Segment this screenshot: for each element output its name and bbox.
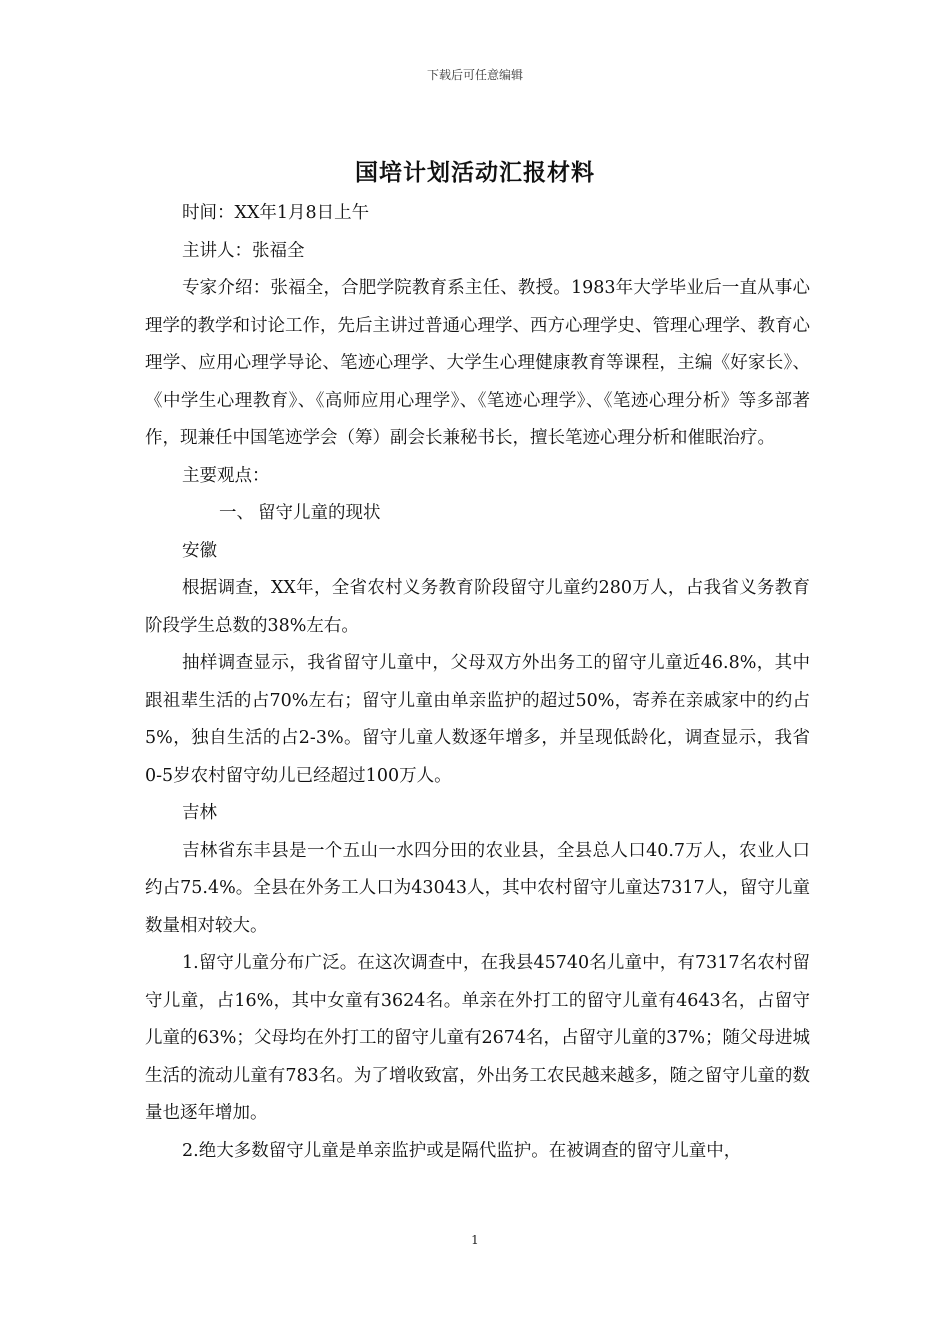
page-header-note: 下载后可任意编辑 xyxy=(426,68,523,82)
anhui-paragraph-1: 根据调查，XX年，全省农村义务教育阶段留守儿童约280万人，占我省义务教育阶段学生总数的38%左右。 xyxy=(145,578,810,636)
document-title: 国培计划活动汇报材料 xyxy=(355,159,595,186)
main-points-label: 主要观点： xyxy=(182,465,270,486)
page-number: 1 xyxy=(471,1233,479,1247)
region-label-jilin: 吉林 xyxy=(182,803,217,823)
section-heading-text: 留守儿童的现状 xyxy=(258,503,381,523)
expert-intro-paragraph: 专家介绍：张福全，合肥学院教育系主任、教授。1983年大学毕业后一直从事心理学的教学和讨论工作，先后主讲过普通心理学、西方心理学史、管理心理学、教育心理学、应用心理学导论、笔迹心理学、大学生心理健康教育等课程，主编《好家长》、《中学生心理教育》、《高师应用心理学》、《笔迹心理学》、《笔迹心理分析》等多部著作，现兼任中国笔迹学会（筹）副会长兼秘书长，擅长笔迹心理分析和催眠治疗。 xyxy=(145,278,810,448)
document-body xyxy=(145,195,810,1170)
jilin-paragraph-1: 吉林省东丰县是一个五山一水四分田的农业县，全县总人口40.7万人，农业人口约占75.4%。全县在外务工人口为43043人，其中农村留守儿童达7317人，留守儿童数量相对较大。 xyxy=(145,840,810,936)
region-label-anhui: 安徽 xyxy=(182,540,217,561)
time-line: 时间：XX年1月8日上午 xyxy=(182,203,370,223)
jilin-paragraph-3: 2.绝大多数留守儿童是单亲监护或是隔代监护。在被调查的留守儿童中， xyxy=(182,1140,742,1161)
section-heading xyxy=(145,495,810,533)
section-number: 一、 xyxy=(219,503,254,523)
speaker-line: 主讲人：张福全 xyxy=(182,240,305,261)
jilin-paragraph-2: 1.留守儿童分布广泛。在这次调查中，在我县45740名儿童中，有7317名农村留守儿童，占16%，其中女童有3624名。单亲在外打工的留守儿童有4643名，占留守儿童的63%；父母均在外打工的留守儿童有2674名，占留守儿童的37%；随父母进城生活的流动儿童有783名。为了增收致富，外出务工农民越来越多，随之留守儿童的数量也逐年增加。 xyxy=(145,953,810,1123)
anhui-paragraph-2: 抽样调查显示，我省留守儿童中，父母双方外出务工的留守儿童近46.8%，其中跟祖辈生活的占70%左右；留守儿童由单亲监护的超过50%，寄养在亲戚家中的约占5%，独自生活的占2-3%。留守儿童人数逐年增多，并呈现低龄化，调查显示，我省0-5岁农村留守幼儿已经超过100万人。 xyxy=(145,653,810,786)
